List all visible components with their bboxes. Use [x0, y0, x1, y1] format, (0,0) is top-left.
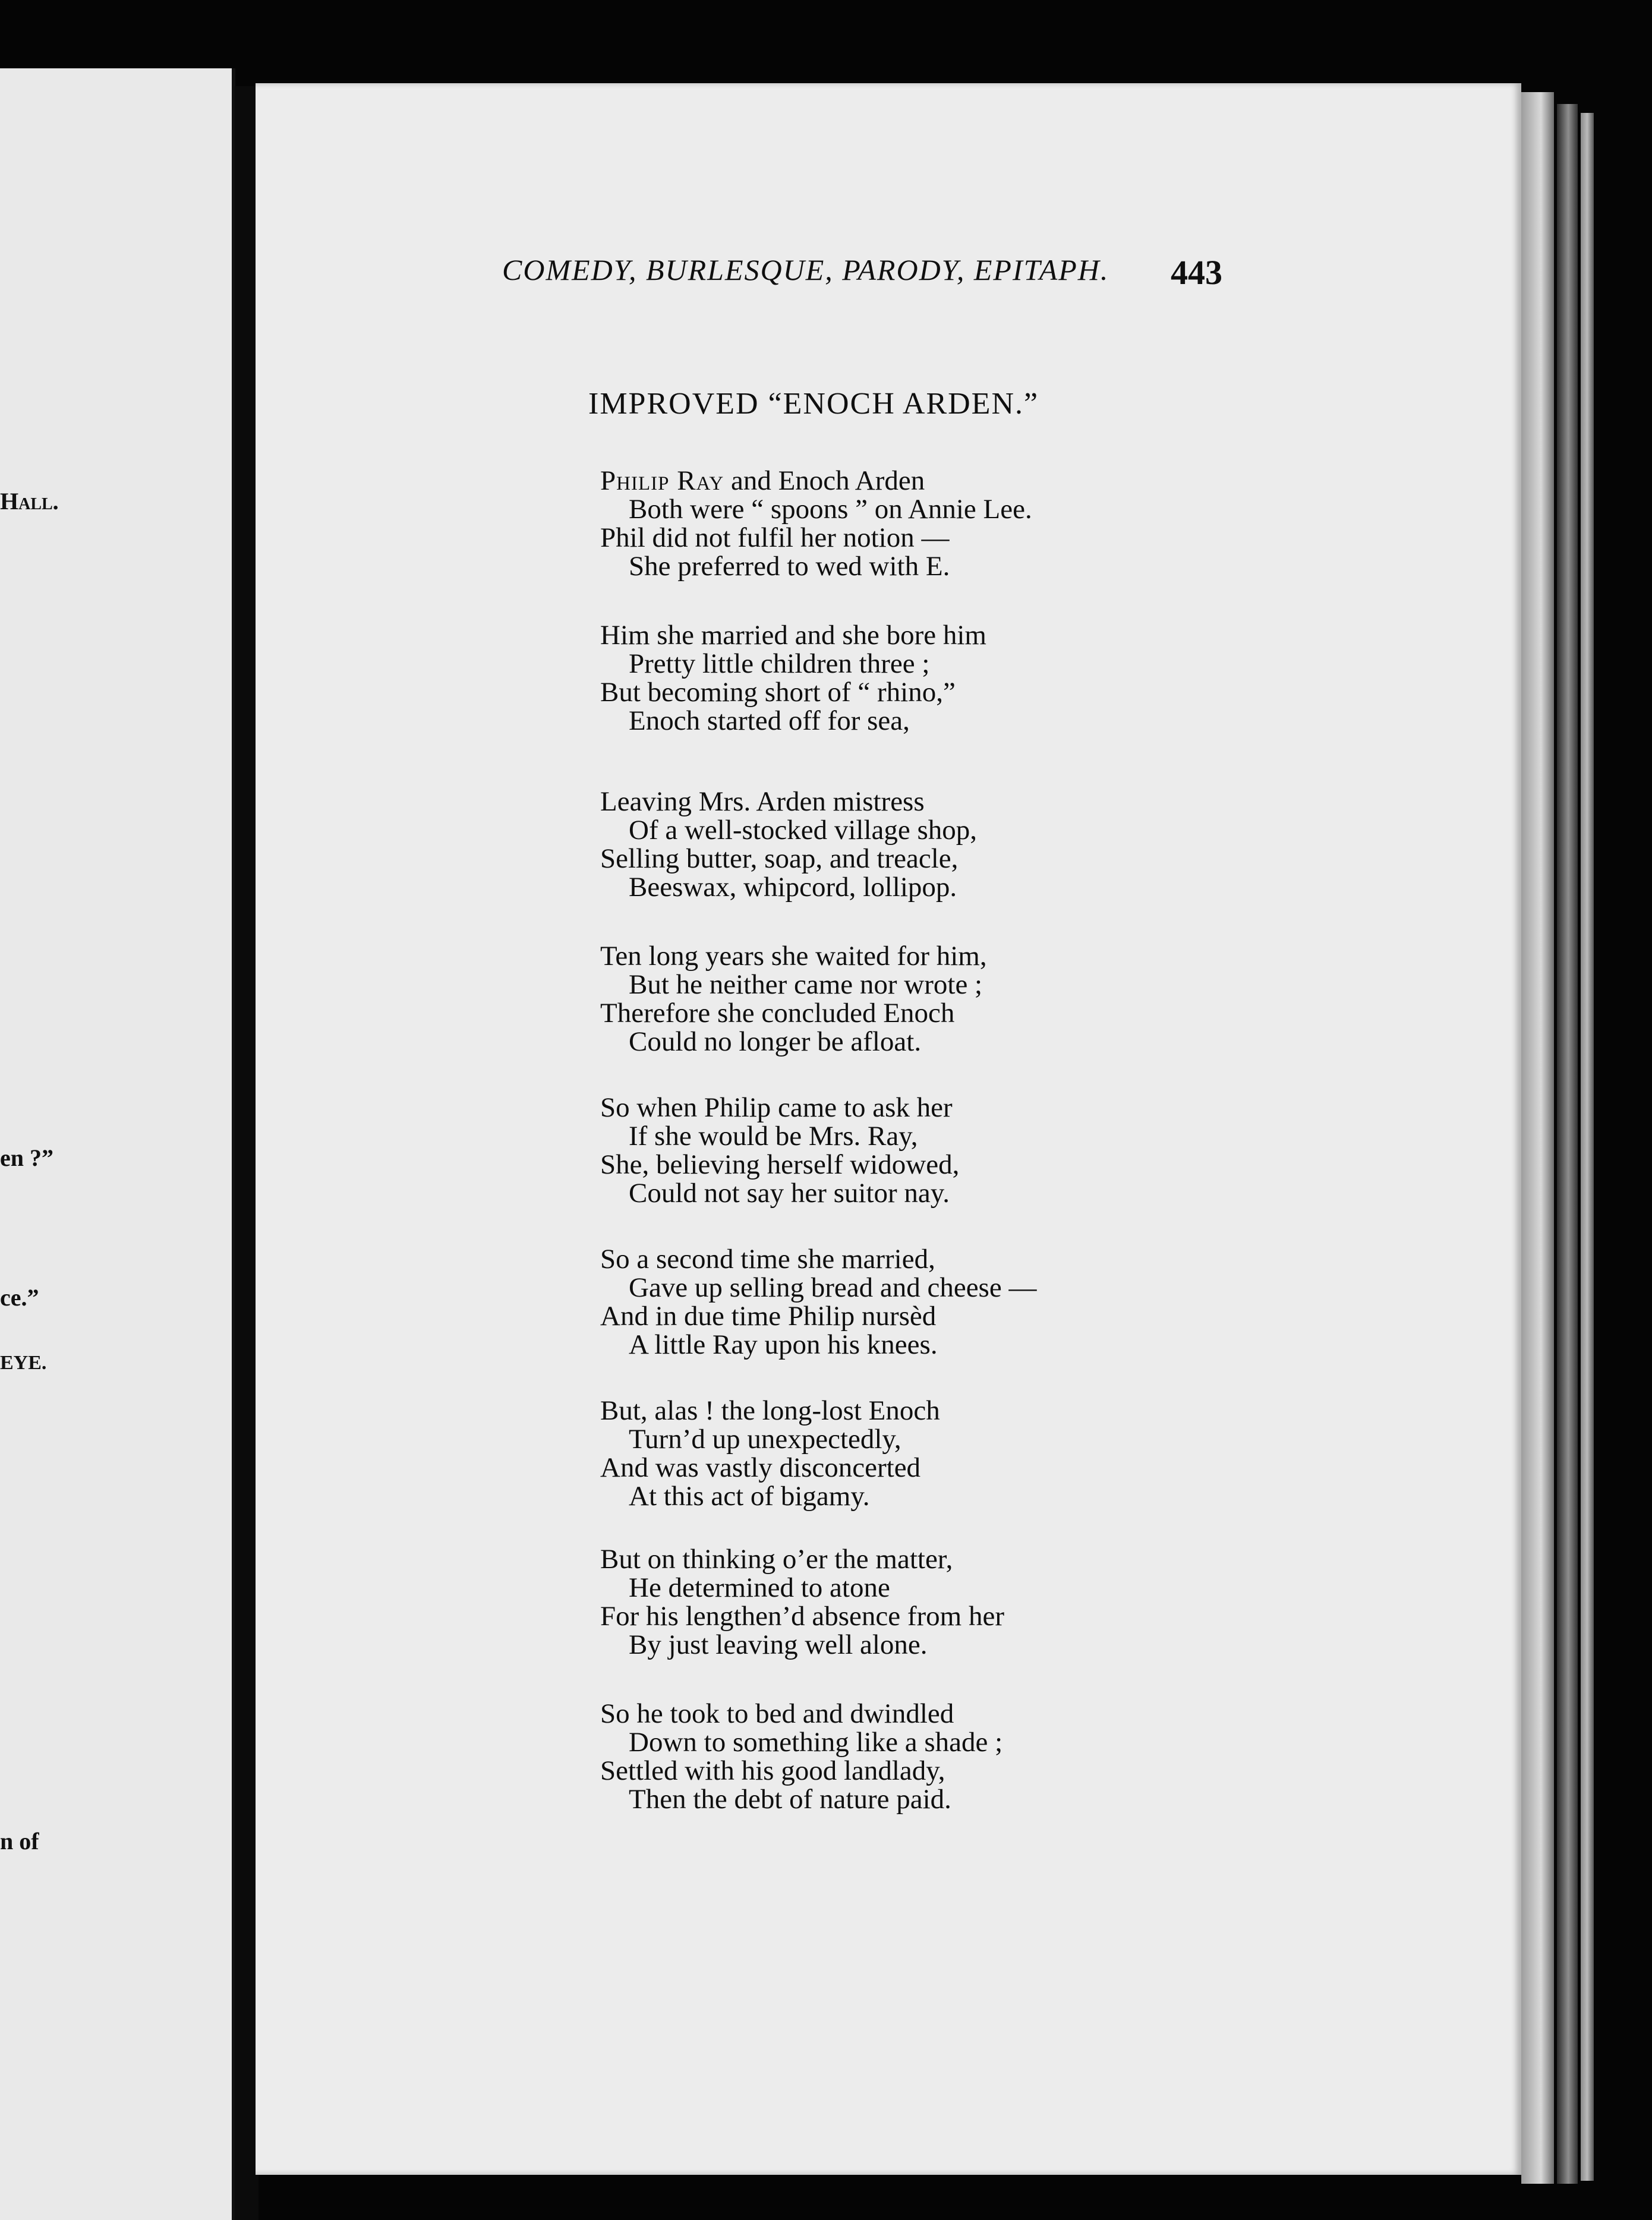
poem-line: Him she married and she bore him [600, 620, 986, 651]
poem-line: But he neither came nor wrote ; [629, 969, 983, 1000]
poem-line: Selling butter, soap, and treacle, [600, 843, 959, 874]
stanza [600, 1699, 1165, 1814]
page-number: 443 [1171, 253, 1222, 292]
poem-line: Both were “ spoons ” on Annie Lee. [629, 494, 1032, 525]
poem-line: Enoch started off for sea, [629, 705, 910, 736]
book-gutter [235, 86, 258, 2220]
stanza [600, 942, 1165, 1056]
poem-line: Therefore she concluded Enoch [600, 998, 955, 1029]
page-edge [1581, 113, 1594, 2181]
poem-line: Turn’d up unexpectedly, [629, 1424, 901, 1455]
poem-line: He determined to atone [629, 1572, 890, 1603]
previous-page-edge [0, 68, 235, 2220]
poem-line: But on thinking o’er the matter, [600, 1544, 953, 1575]
poem-line: Then the debt of nature paid. [629, 1784, 951, 1815]
poem-line: Pretty little children three ; [629, 648, 930, 679]
stanza [600, 621, 1165, 735]
poem-line: If she would be Mrs. Ray, [629, 1121, 918, 1152]
poem-title: IMPROVED “ENOCH ARDEN.” [588, 387, 1039, 421]
poem-line: But, alas ! the long-lost Enoch [600, 1395, 940, 1426]
poem-line: Ten long years she waited for him, [600, 941, 987, 972]
stanza [600, 1396, 1165, 1511]
poem-line: Philip Ray and Enoch Arden [600, 465, 925, 496]
poem-line: At this act of bigamy. [629, 1481, 870, 1512]
left-page-fragment: Hall. [0, 488, 59, 515]
stanza [600, 787, 1165, 901]
poem-line: Down to something like a shade ; [629, 1727, 1003, 1758]
poem-line: Gave up selling bread and cheese — [629, 1272, 1037, 1303]
poem-line: She preferred to wed with E. [629, 551, 950, 582]
poem-line: And was vastly disconcerted [600, 1452, 921, 1483]
stanza [600, 1545, 1165, 1659]
stanza [600, 1093, 1165, 1207]
poem-line: So when Philip came to ask her [600, 1092, 953, 1123]
poem-line: For his lengthen’d absence from her [600, 1601, 1004, 1632]
left-page-fragment: EYE. [0, 1352, 47, 1374]
left-page-fragment: ce.” [0, 1284, 39, 1311]
poem-line: Could not say her suitor nay. [629, 1178, 950, 1209]
poem-line: Leaving Mrs. Arden mistress [600, 786, 925, 817]
stanza [600, 466, 1165, 581]
page-edge [1557, 104, 1578, 2184]
left-page-fragment: en ?” [0, 1144, 53, 1171]
poem-line: Phil did not fulfil her notion — [600, 522, 950, 553]
stanza [600, 1245, 1165, 1359]
poem-line: She, believing herself widowed, [600, 1149, 960, 1180]
poem-line: Of a well-stocked village shop, [629, 815, 978, 846]
poem-line: So he took to bed and dwindled [600, 1698, 954, 1729]
poem-line: By just leaving well alone. [629, 1629, 928, 1660]
page-edge [1521, 92, 1554, 2184]
poem-line: Settled with his good landlady, [600, 1755, 945, 1786]
poem-line: Could no longer be afloat. [629, 1026, 922, 1057]
poem-line: And in due time Philip nursèd [600, 1301, 937, 1332]
poem-line: Beeswax, whipcord, lollipop. [629, 872, 957, 903]
poem-line: But becoming short of “ rhino,” [600, 677, 956, 708]
poem-line: A little Ray upon his knees. [629, 1329, 938, 1360]
poem-line: So a second time she married, [600, 1244, 935, 1275]
running-head: COMEDY, BURLESQUE, PARODY, EPITAPH. [502, 253, 1109, 286]
left-page-fragment: n of [0, 1828, 39, 1855]
